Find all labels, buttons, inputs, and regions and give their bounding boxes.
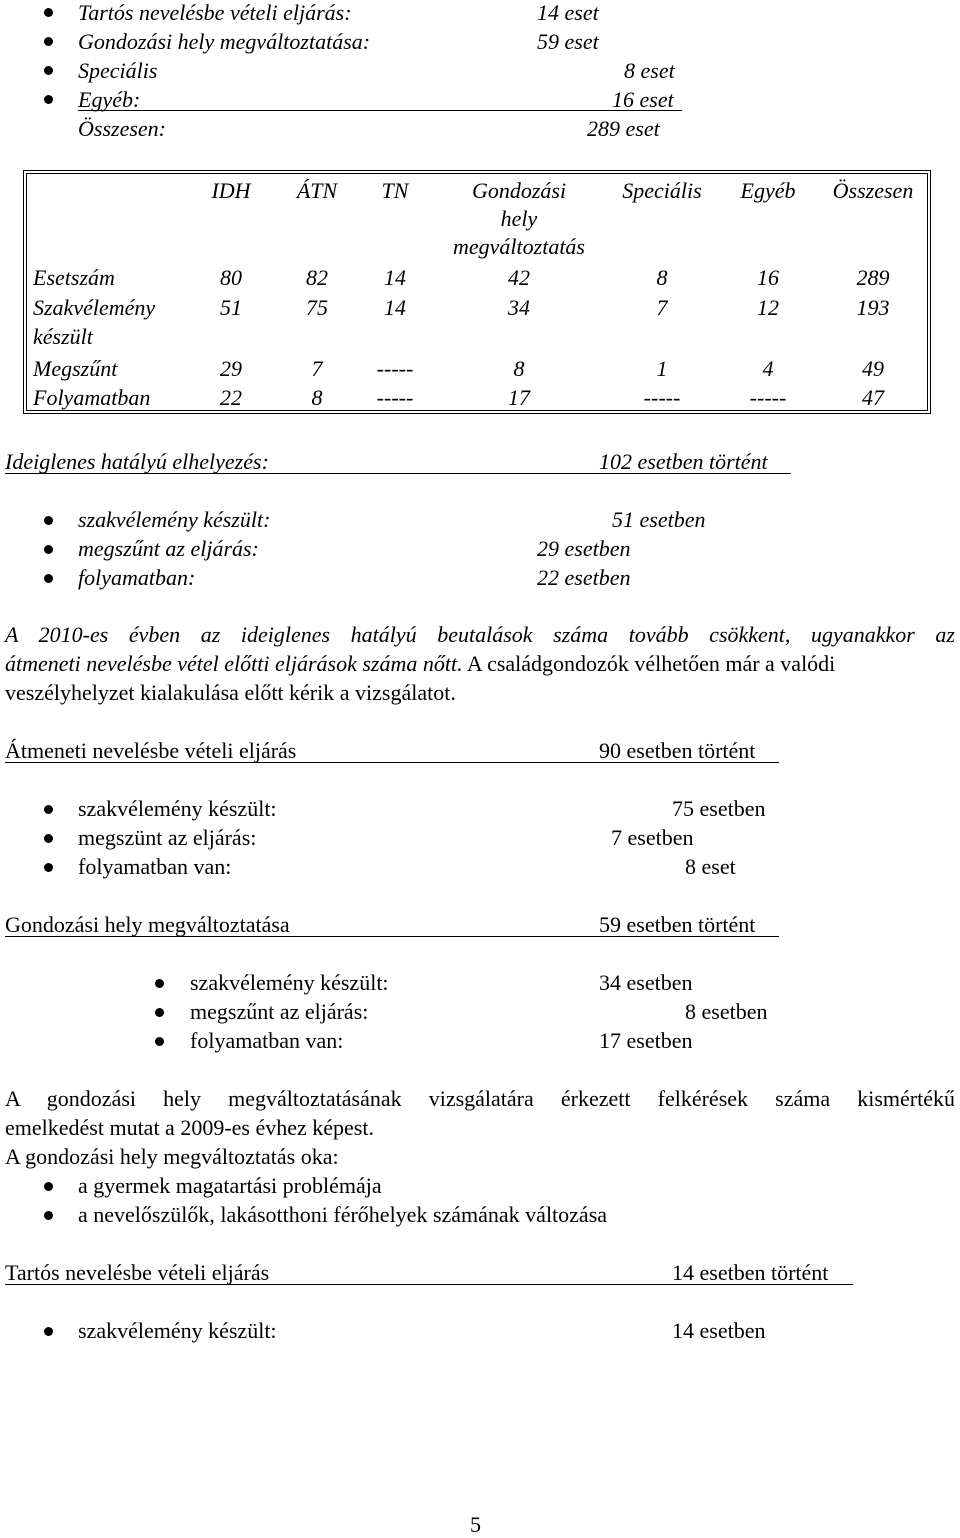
table-cell: 8 [656,265,668,290]
table-cell: 49 [862,356,884,381]
header-megvaltoztatas: megváltoztatás [453,234,585,259]
table-cell: 42 [508,265,530,290]
section-heading: Ideiglenes hatályú elhelyezés: [5,449,269,474]
row-label: Esetszám [33,265,115,290]
list-item-label: megszünt az eljárás: [78,825,257,850]
paragraph-line: veszélyhelyzet kialakulása előtt kérik a vizsgálatot. [5,680,456,705]
table-cell: 7 [311,356,323,381]
list-item-value: 8 eset [685,854,736,879]
summary-total-label: Összesen: [78,116,166,141]
bullet-icon [44,574,53,583]
header-specialis: Speciális [622,178,702,203]
header-egyeb: Egyéb [740,178,796,203]
header-idh: IDH [211,178,251,203]
section-heading-value: 59 esetben történt [599,912,756,937]
bullet-icon [44,516,53,525]
underline [5,762,779,763]
list-item-label: folyamatban: [78,565,196,590]
table-cell: 22 [220,385,242,410]
section-heading: Gondozási hely megváltoztatása [5,912,290,937]
summary-label: Speciális [78,58,158,83]
table-cell: 17 [508,385,530,410]
underline [78,110,682,111]
summary-value: 8 eset [624,58,675,83]
list-item-value: 17 esetben [599,1028,693,1053]
table-cell: ----- [749,385,787,410]
list-item-value: 22 esetben [537,565,631,590]
bullet-icon [44,805,53,814]
table-cell: 7 [656,295,668,320]
bullet-icon [155,979,164,988]
paragraph-line [5,651,835,677]
summary-label: Gondozási hely megváltoztatása: [78,29,371,54]
list-item-value: 34 esetben [599,970,693,995]
bullet-icon [44,545,53,554]
reason-item: a gyermek magatartási problémája [78,1173,382,1198]
bullet-icon [44,863,53,872]
header-gondozasi: Gondozási [471,178,567,203]
paragraph-line: A gondozási hely megváltoztatásának vizsgálatára érkezett felkérések száma kismértékű [5,1086,955,1111]
row-label: Szakvélemény [33,295,156,320]
list-item-label: szakvélemény készült: [78,507,271,532]
header-osszesen: Összesen [832,178,914,203]
underline [5,1284,853,1285]
table-cell: 16 [757,265,779,290]
bullet-icon [44,834,53,843]
list-item-label: megszűnt az eljárás: [78,536,259,561]
summary-value: 16 eset [612,87,674,112]
paragraph-line: emelkedést mutat a 2009-es évhez képest. [5,1115,374,1140]
header-tn: TN [381,178,409,203]
table-cell: ----- [376,356,414,381]
paragraph-text: A családgondozók vélhetően már a valódi [466,651,836,676]
paragraph-line: A 2010-es évben az ideiglenes hatályú beutalások száma tovább csökkent, ugyanakkor az [5,622,955,647]
summary-value: 59 eset [537,29,599,54]
section-heading: Tartós nevelésbe vételi eljárás [5,1260,270,1285]
table-cell: 47 [862,385,884,410]
list-item-label: szakvélemény készült: [78,1318,277,1343]
table-cell: 29 [220,356,242,381]
row-label-continued: készült [33,324,93,349]
header-hely: hely [500,206,538,231]
bullet-icon [155,1037,164,1046]
list-item-value: 75 esetben [672,796,766,821]
list-item-label: szakvélemény készült: [78,796,277,821]
table-cell: 193 [856,295,890,320]
table-cell: 75 [306,295,328,320]
list-item-label: szakvélemény készült: [190,970,389,995]
table-cell: ----- [376,385,414,410]
bullet-icon [44,1182,53,1191]
page-number: 5 [470,1512,481,1537]
bullet-icon [44,8,53,17]
underline [5,473,791,474]
bullet-icon [44,1211,53,1220]
summary-label: Egyéb: [78,87,141,112]
table-cell: 289 [856,265,890,290]
table-cell: 8 [513,356,525,381]
underline [5,936,779,937]
table-cell: 82 [306,265,328,290]
row-label: Folyamatban [33,385,151,410]
reason-item: a nevelőszülők, lakásotthoni férőhelyek számának változása [78,1202,608,1227]
table-cell: 14 [384,265,406,290]
table-cell: 12 [757,295,779,320]
table-cell: ----- [643,385,681,410]
summary-value: 14 eset [537,0,599,25]
list-item-value: 51 esetben [612,507,706,532]
row-label: Megszűnt [33,356,118,381]
header-atn: ÁTN [296,178,338,203]
table-cell: 1 [656,356,668,381]
bullet-icon [44,37,53,46]
list-item-label: megszűnt az eljárás: [190,999,369,1024]
bullet-icon [44,95,53,104]
section-heading: Átmeneti nevelésbe vételi eljárás [5,738,297,763]
list-item-label: folyamatban van: [190,1028,344,1053]
table-cell: 4 [762,356,774,381]
bullet-icon [155,1008,164,1017]
section-heading-value: 14 esetben történt [672,1260,829,1285]
list-item-value: 7 esetben [611,825,694,850]
list-item-label: folyamatban van: [78,854,232,879]
section-heading-value: 90 esetben történt [599,738,756,763]
table-cell: 8 [311,385,323,410]
paragraph-text: átmeneti nevelésbe vétel előtti eljárások száma nőtt. [5,651,463,676]
list-item-value: 14 esetben [672,1318,766,1343]
table-cell: 34 [508,295,530,320]
list-item-value: 29 esetben [537,536,631,561]
list-item-value: 8 esetben [685,999,768,1024]
table-cell: 80 [220,265,242,290]
bullet-icon [44,66,53,75]
section-heading-value: 102 esetben történt [599,449,768,474]
table-cell: 14 [384,295,406,320]
bullet-icon [44,1327,53,1336]
table-cell: 51 [220,295,242,320]
reason-heading: A gondozási hely megváltoztatás oka: [5,1144,339,1169]
summary-total-value: 289 eset [587,116,660,141]
summary-label: Tartós nevelésbe vételi eljárás: [78,0,352,25]
